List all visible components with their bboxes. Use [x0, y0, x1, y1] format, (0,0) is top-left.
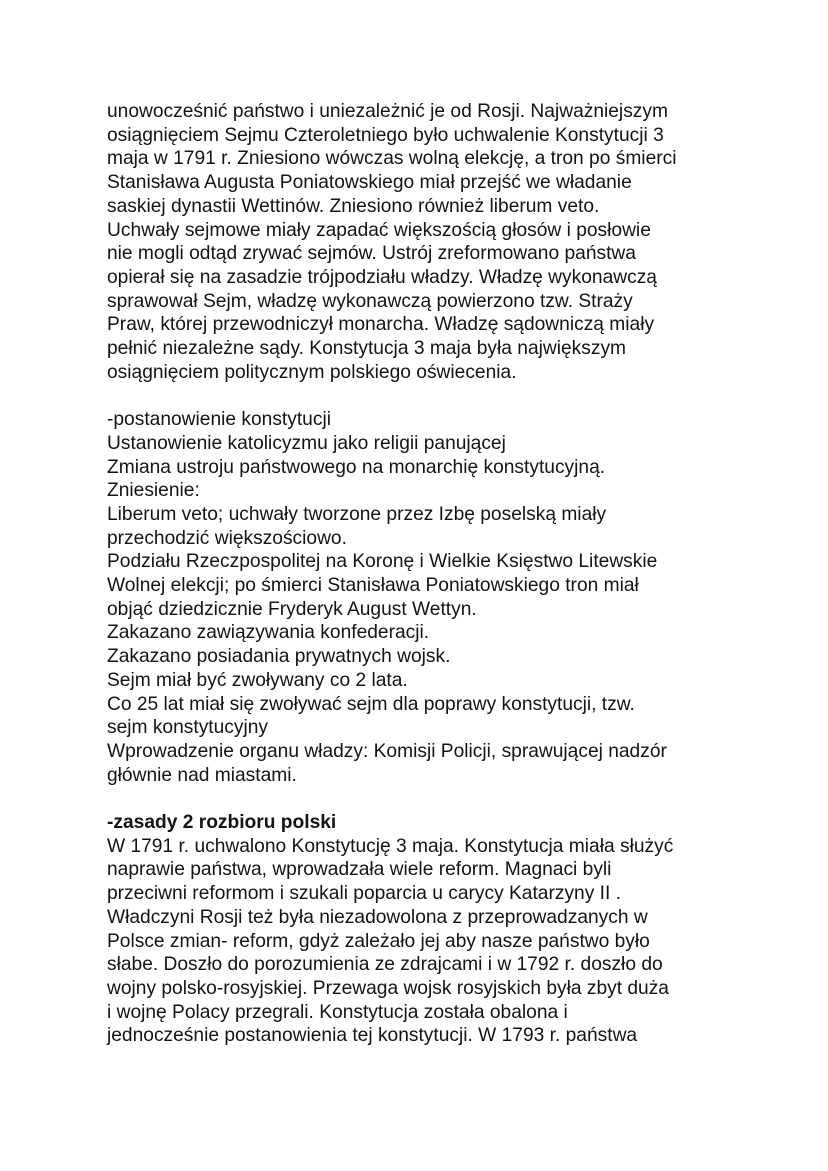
text-line: objąć dziedzicznie Fryderyk August Wettyn. — [107, 598, 477, 620]
text-line: Wprowadzenie organu władzy: Komisji Policji, sprawującej nadzór — [107, 740, 667, 762]
paragraph-gap — [107, 384, 797, 408]
text-line: Zniesienie: — [107, 480, 200, 502]
text-line: Zmiana ustroju państwowego na monarchię konstytucyjną. — [107, 456, 606, 478]
text-line: pełnić niezależne sądy. Konstytucja 3 maja była największym — [107, 338, 627, 360]
text-line: i wojnę Polacy przegrali. Konstytucja została obalona i — [107, 1001, 568, 1023]
text-line: osiągnięciem Sejmu Czteroletniego było uchwalenie Konstytucji 3 — [107, 124, 664, 146]
document-page — [107, 100, 797, 1048]
text-line: naprawie państwa, wprowadzała wiele reform. Magnaci byli — [107, 859, 612, 881]
text-line: Praw, której przewodniczył monarcha. Władzę sądowniczą miały — [107, 314, 655, 336]
text-line: sprawował Sejm, władzę wykonawczą powierzono tzw. Straży — [107, 290, 633, 312]
section-heading-bold: -zasady 2 rozbioru polski — [107, 812, 337, 834]
text-line: jednocześnie postanowienia tej konstytucji. W 1793 r. państwa — [107, 1025, 638, 1047]
text-line: Podziału Rzeczpospolitej na Koronę i Wielkie Księstwo Litewskie — [107, 551, 658, 573]
text-line: Stanisława Augusta Poniatowskiego miał przejść we władanie — [107, 172, 632, 194]
text-line: saskiej dynastii Wettinów. Zniesiono również liberum veto. — [107, 195, 600, 217]
text-line: Co 25 lat miał się zwoływać sejm dla poprawy konstytucji, tzw. — [107, 693, 635, 715]
text-line: przechodzić większościowo. — [107, 527, 347, 549]
text-line: W 1791 r. uchwalono Konstytucję 3 maja. Konstytucja miała służyć — [107, 835, 674, 857]
paragraph-intro — [107, 100, 797, 384]
section-constitution-provisions — [107, 408, 797, 787]
text-line: sejm konstytucyjny — [107, 717, 269, 739]
section-heading: -postanowienie konstytucji — [107, 409, 331, 431]
text-line: Zakazano zawiązywania konfederacji. — [107, 622, 430, 644]
text-line: głównie nad miastami. — [107, 764, 297, 786]
text-line: unowocześnić państwo i uniezależnić je od Rosji. Najważniejszym — [107, 101, 668, 122]
text-line: przeciwni reformom i szukali poparcia u carycy Katarzyny II . — [107, 883, 621, 905]
section-second-partition — [107, 811, 797, 1048]
text-line: opierał się na zasadzie trójpodziału władzy. Władzę wykonawczą — [107, 266, 657, 288]
text-line: Ustanowienie katolicyzmu jako religii panującej — [107, 432, 506, 454]
text-line: Wolnej elekcji; po śmierci Stanisława Poniatowskiego tron miał — [107, 575, 639, 597]
text-line: Władczyni Rosji też była niezadowolona z przeprowadzanych w — [107, 906, 648, 928]
text-line: Zakazano posiadania prywatnych wojsk. — [107, 646, 451, 668]
text-line: Polsce zmian- reform, gdyż zależało jej aby nasze państwo było — [107, 930, 650, 952]
text-line: Sejm miał być zwoływany co 2 lata. — [107, 669, 408, 691]
paragraph-gap — [107, 787, 797, 811]
text-line: maja w 1791 r. Zniesiono wówczas wolną elekcję, a tron po śmierci — [107, 148, 677, 170]
text-line: osiągnięciem politycznym polskiego oświecenia. — [107, 361, 517, 383]
text-line: Liberum veto; uchwały tworzone przez Izbę poselską miały — [107, 503, 607, 525]
text-line: nie mogli odtąd zrywać sejmów. Ustrój zreformowano państwa — [107, 243, 636, 265]
text-line: Uchwały sejmowe miały zapadać większością głosów i posłowie — [107, 219, 651, 241]
text-line: wojny polsko-rosyjskiej. Przewaga wojsk rosyjskich była zbyt duża — [107, 977, 669, 999]
text-line: słabe. Doszło do porozumienia ze zdrajcami i w 1792 r. doszło do — [107, 954, 663, 976]
